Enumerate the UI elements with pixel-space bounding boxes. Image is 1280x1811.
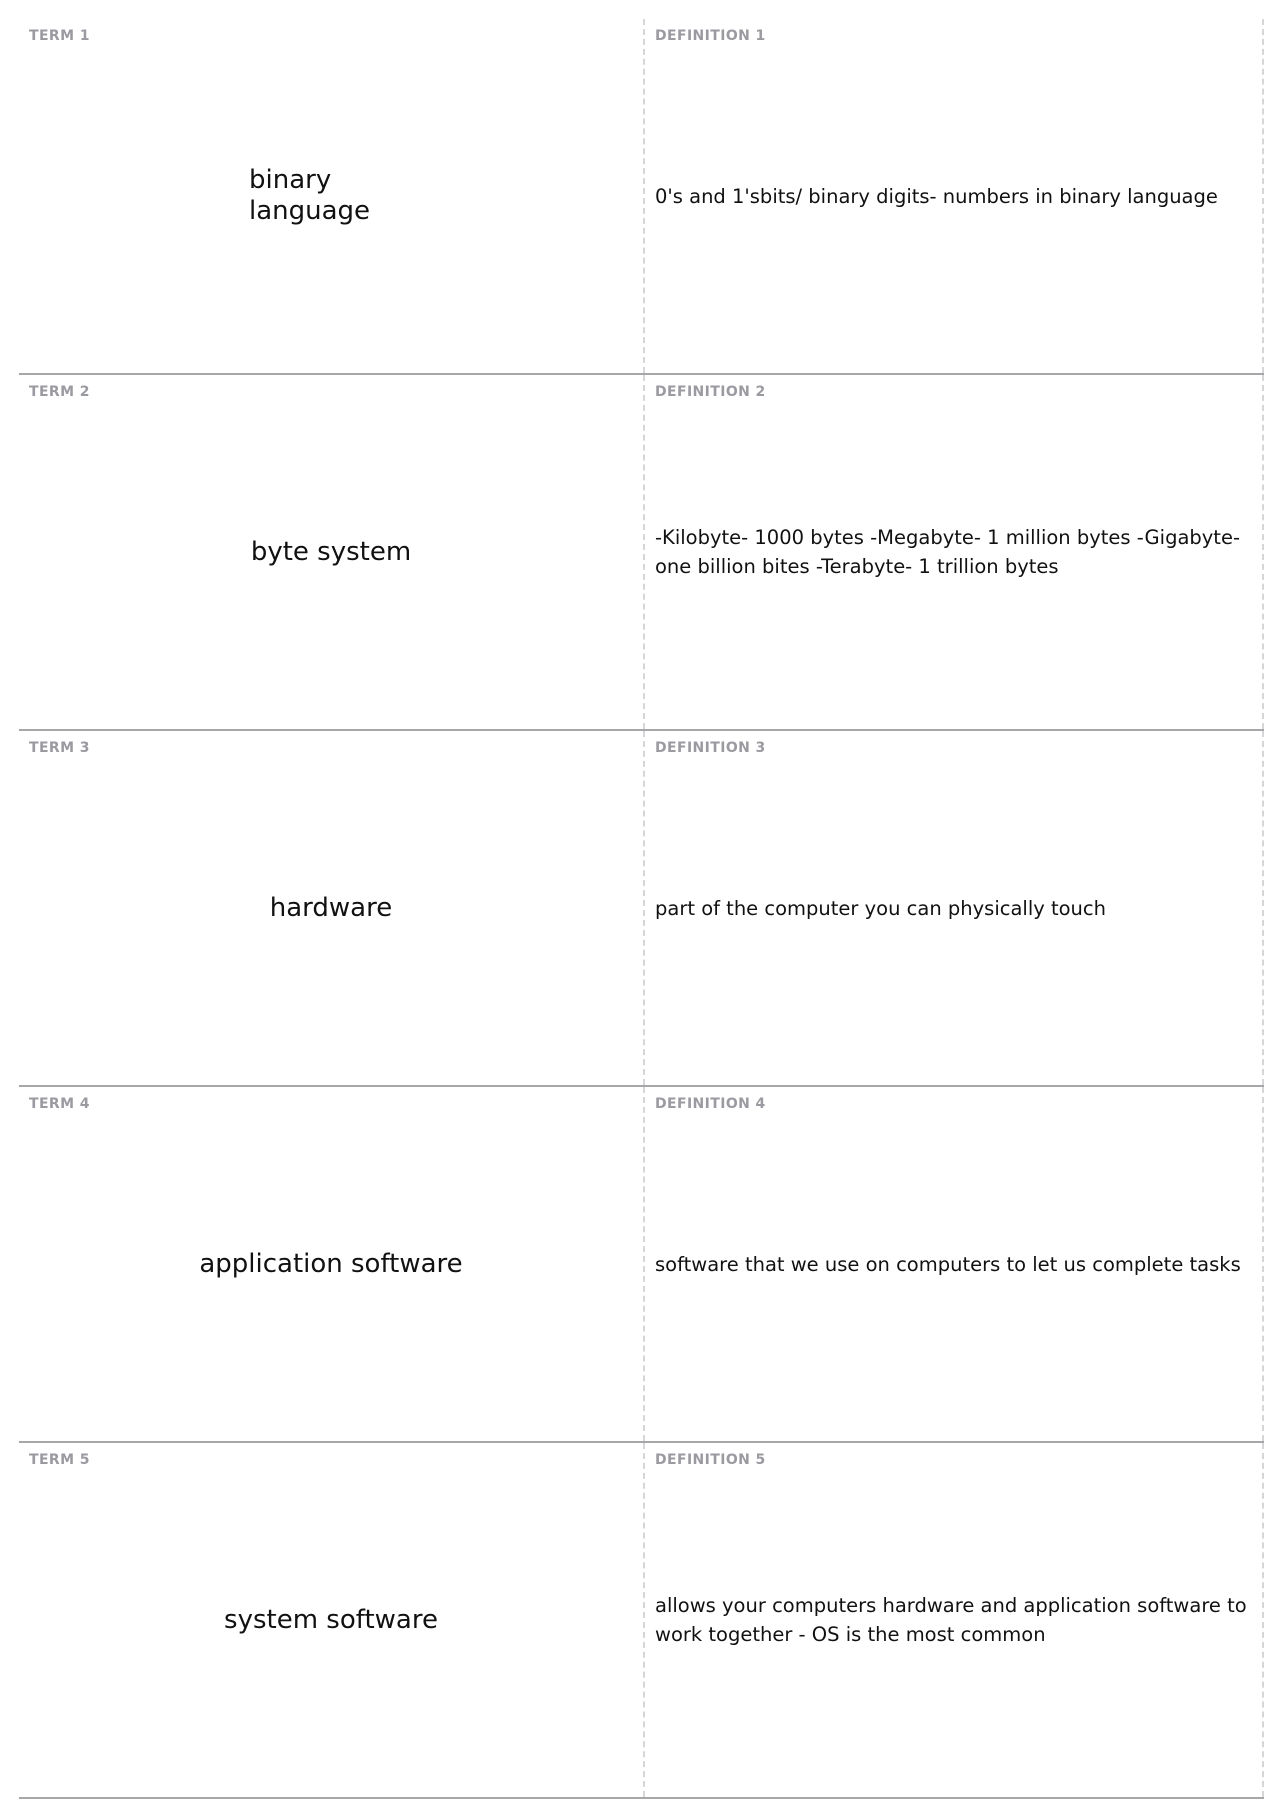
definition-text: 0's and 1'sbits/ binary digits- numbers in binary language: [655, 184, 1218, 208]
definition-cell: [643, 1087, 1264, 1441]
term-number-label: TERM 4: [29, 1096, 90, 1112]
definition-body: [655, 19, 1248, 373]
term-body: [19, 731, 643, 1085]
term-text: application software: [199, 1248, 463, 1279]
term-number-label: TERM 1: [29, 28, 90, 44]
term-text: hardware: [269, 892, 393, 923]
term-number-label: TERM 2: [29, 384, 90, 400]
definition-number-label: DEFINITION 4: [655, 1096, 766, 1112]
term-body: [19, 375, 643, 729]
flashcard-row: [19, 375, 1264, 731]
flashcard-row: [19, 1443, 1264, 1799]
definition-body: [655, 1087, 1248, 1441]
definition-cell: [643, 375, 1264, 729]
definition-number-label: DEFINITION 3: [655, 740, 766, 756]
definition-body: [655, 375, 1248, 729]
definition-text: -Kilobyte- 1000 bytes -Megabyte- 1 million bytes -Gigabyte- one billion bites -Terabyte- 1 trillion bytes: [655, 526, 1240, 578]
term-cell: [19, 375, 643, 729]
term-cell: [19, 1087, 643, 1441]
term-text: system software: [224, 1604, 438, 1635]
definition-text: part of the computer you can physically touch: [655, 896, 1106, 920]
term-text: byte system: [250, 536, 412, 567]
term-body: [19, 19, 643, 373]
definition-body: [655, 731, 1248, 1085]
flashcard-row: [19, 731, 1264, 1087]
term-cell: [19, 1443, 643, 1797]
definition-number-label: DEFINITION 5: [655, 1452, 766, 1468]
term-body: [19, 1087, 643, 1441]
definition-text: allows your computers hardware and application software to work together - OS is the most common: [655, 1594, 1247, 1646]
term-text: binary language: [249, 165, 371, 226]
definition-cell: [643, 19, 1264, 373]
flashcard-row: [19, 19, 1264, 375]
term-cell: [19, 731, 643, 1085]
definition-number-label: DEFINITION 2: [655, 384, 766, 400]
definition-number-label: DEFINITION 1: [655, 28, 766, 44]
definition-text: software that we use on computers to let us complete tasks: [655, 1252, 1241, 1276]
flashcard-sheet: [19, 19, 1264, 1799]
term-number-label: TERM 3: [29, 740, 90, 756]
definition-body: [655, 1443, 1248, 1797]
term-cell: [19, 19, 643, 373]
flashcard-row: [19, 1087, 1264, 1443]
definition-cell: [643, 1443, 1264, 1797]
term-number-label: TERM 5: [29, 1452, 90, 1468]
term-body: [19, 1443, 643, 1797]
definition-cell: [643, 731, 1264, 1085]
